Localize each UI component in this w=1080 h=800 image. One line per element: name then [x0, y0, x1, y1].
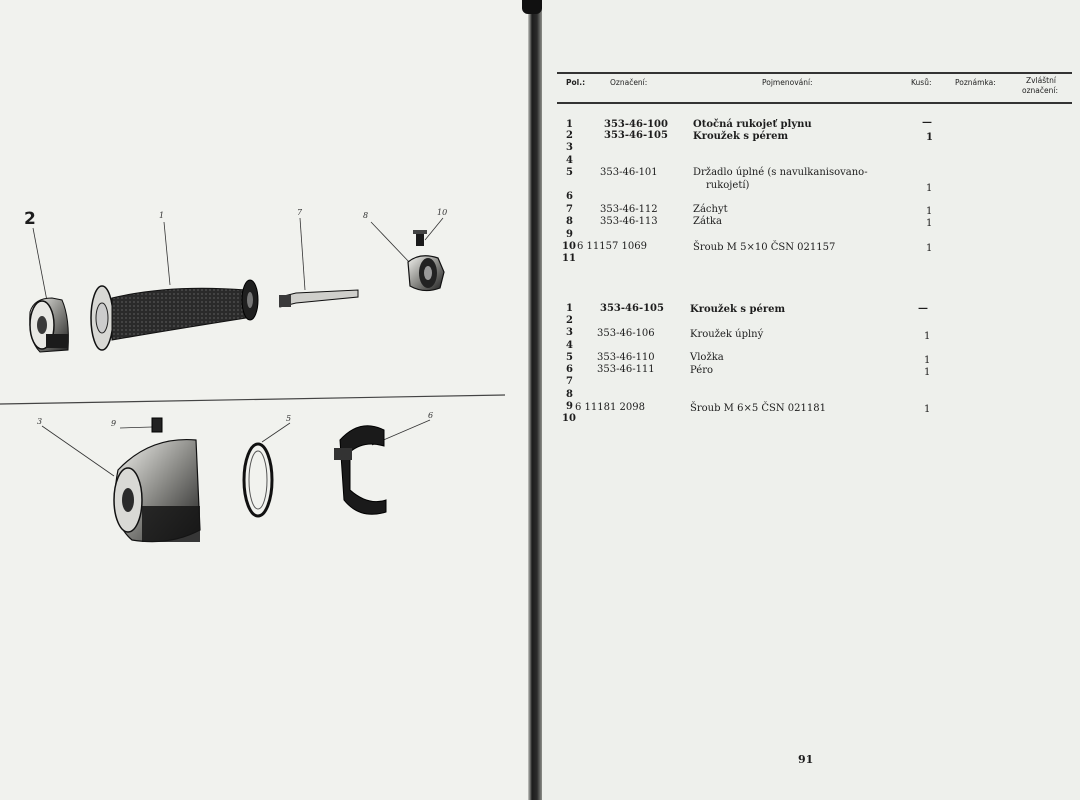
- callout-big: 2: [24, 209, 36, 229]
- part-name: Otočná rukojeť plynu: [693, 119, 812, 130]
- left-page: [0, 0, 532, 800]
- part-code: 353-46-112: [600, 204, 658, 215]
- part-code: 6 11157 1069: [577, 241, 647, 252]
- part-qty: —: [922, 117, 932, 128]
- part-name: Zátka: [693, 216, 722, 227]
- part-ring: [244, 444, 272, 516]
- pol-number: 1: [566, 303, 573, 314]
- part-qty: 1: [924, 367, 931, 378]
- part-qty: 1: [926, 218, 933, 229]
- part-cap: [30, 298, 69, 352]
- pol-number: 7: [566, 204, 573, 215]
- part-code: 6 11181 2098: [575, 402, 645, 413]
- part-name: Šroub M 5×10 ČSN 021157: [693, 242, 836, 253]
- pol-number: 4: [566, 340, 573, 351]
- header-pol: Pol.:: [566, 78, 586, 87]
- part-name-continued: rukojetí): [706, 180, 750, 191]
- callout-top-1: 1: [159, 211, 165, 220]
- header-kusu: Kusů:: [911, 78, 932, 87]
- part-code: 353-46-105: [600, 303, 664, 314]
- pol-number: 6: [566, 364, 573, 375]
- part-code: 353-46-105: [604, 130, 668, 141]
- part-qty: 1: [926, 183, 933, 194]
- part-name: Záchyt: [693, 204, 728, 215]
- pol-number: 10: [562, 413, 576, 424]
- pol-number: 4: [566, 155, 573, 166]
- pol-number: 9: [566, 229, 573, 240]
- pol-number: 7: [566, 376, 573, 387]
- part-name: Šroub M 6×5 ČSN 021181: [690, 403, 826, 414]
- header-top-rule: [557, 72, 1072, 74]
- pol-number: 8: [566, 389, 573, 400]
- callout-top-2: 7: [297, 208, 303, 217]
- part-code: 353-46-111: [597, 364, 655, 375]
- header-pojmenovani: Pojmenování:: [762, 78, 813, 87]
- pol-number: 10: [562, 241, 576, 252]
- part-spring: [334, 426, 386, 515]
- pol-number: 2: [566, 315, 573, 326]
- header-bottom-rule: [557, 102, 1072, 104]
- pol-number: 5: [566, 167, 573, 178]
- pol-number: 9: [566, 401, 573, 412]
- part-housing: [114, 418, 200, 542]
- callout-bottom-2: 9: [111, 419, 117, 428]
- part-qty: 1: [924, 355, 931, 366]
- part-name: Kroužek úplný: [690, 329, 764, 340]
- spine-shadow: [522, 0, 542, 14]
- pol-number: 1: [566, 119, 573, 130]
- part-name: Kroužek s pérem: [693, 131, 789, 142]
- page-number: 91: [798, 753, 814, 766]
- header-oznaceni: Označení:: [610, 78, 648, 87]
- header-poznamka: Poznámka:: [955, 78, 996, 87]
- part-qty: 1: [926, 206, 933, 217]
- part-grip: [91, 280, 258, 350]
- part-qty: 1: [924, 404, 931, 415]
- part-code: 353-46-101: [600, 167, 658, 178]
- pol-number: 5: [566, 352, 573, 363]
- header-zvlastni-1: Zvláštní: [1026, 76, 1056, 85]
- part-qty: 1: [926, 243, 933, 254]
- pol-number: 3: [566, 327, 573, 338]
- part-name: Kroužek s pérem: [690, 304, 786, 315]
- callout-bottom-4: 6: [428, 411, 434, 420]
- part-qty: —: [918, 303, 928, 314]
- pol-number: 8: [566, 216, 573, 227]
- part-code: 353-46-113: [600, 216, 658, 227]
- part-name: Vložka: [690, 352, 724, 363]
- part-name: Péro: [690, 365, 713, 376]
- pol-number: 2: [566, 130, 573, 141]
- part-code: 353-46-106: [597, 328, 655, 339]
- callout-bottom-1: 3: [37, 417, 43, 426]
- exploded-parts-diagram: [0, 0, 532, 800]
- pol-number: 3: [566, 142, 573, 153]
- callout-top-3: 8: [363, 211, 369, 220]
- part-qty: 1: [926, 132, 933, 143]
- part-code: 353-46-100: [604, 119, 668, 130]
- header-zvlastni-2: označení:: [1022, 86, 1058, 95]
- callout-bottom-3: 5: [286, 414, 292, 423]
- callout-top-4: 10: [437, 208, 448, 217]
- part-pin: [279, 290, 358, 307]
- part-name: Držadlo úplné (s navulkanisovano-: [693, 167, 868, 178]
- part-code: 353-46-110: [597, 352, 655, 363]
- part-qty: 1: [924, 331, 931, 342]
- pol-number: 6: [566, 191, 573, 202]
- pol-number: 11: [562, 253, 576, 264]
